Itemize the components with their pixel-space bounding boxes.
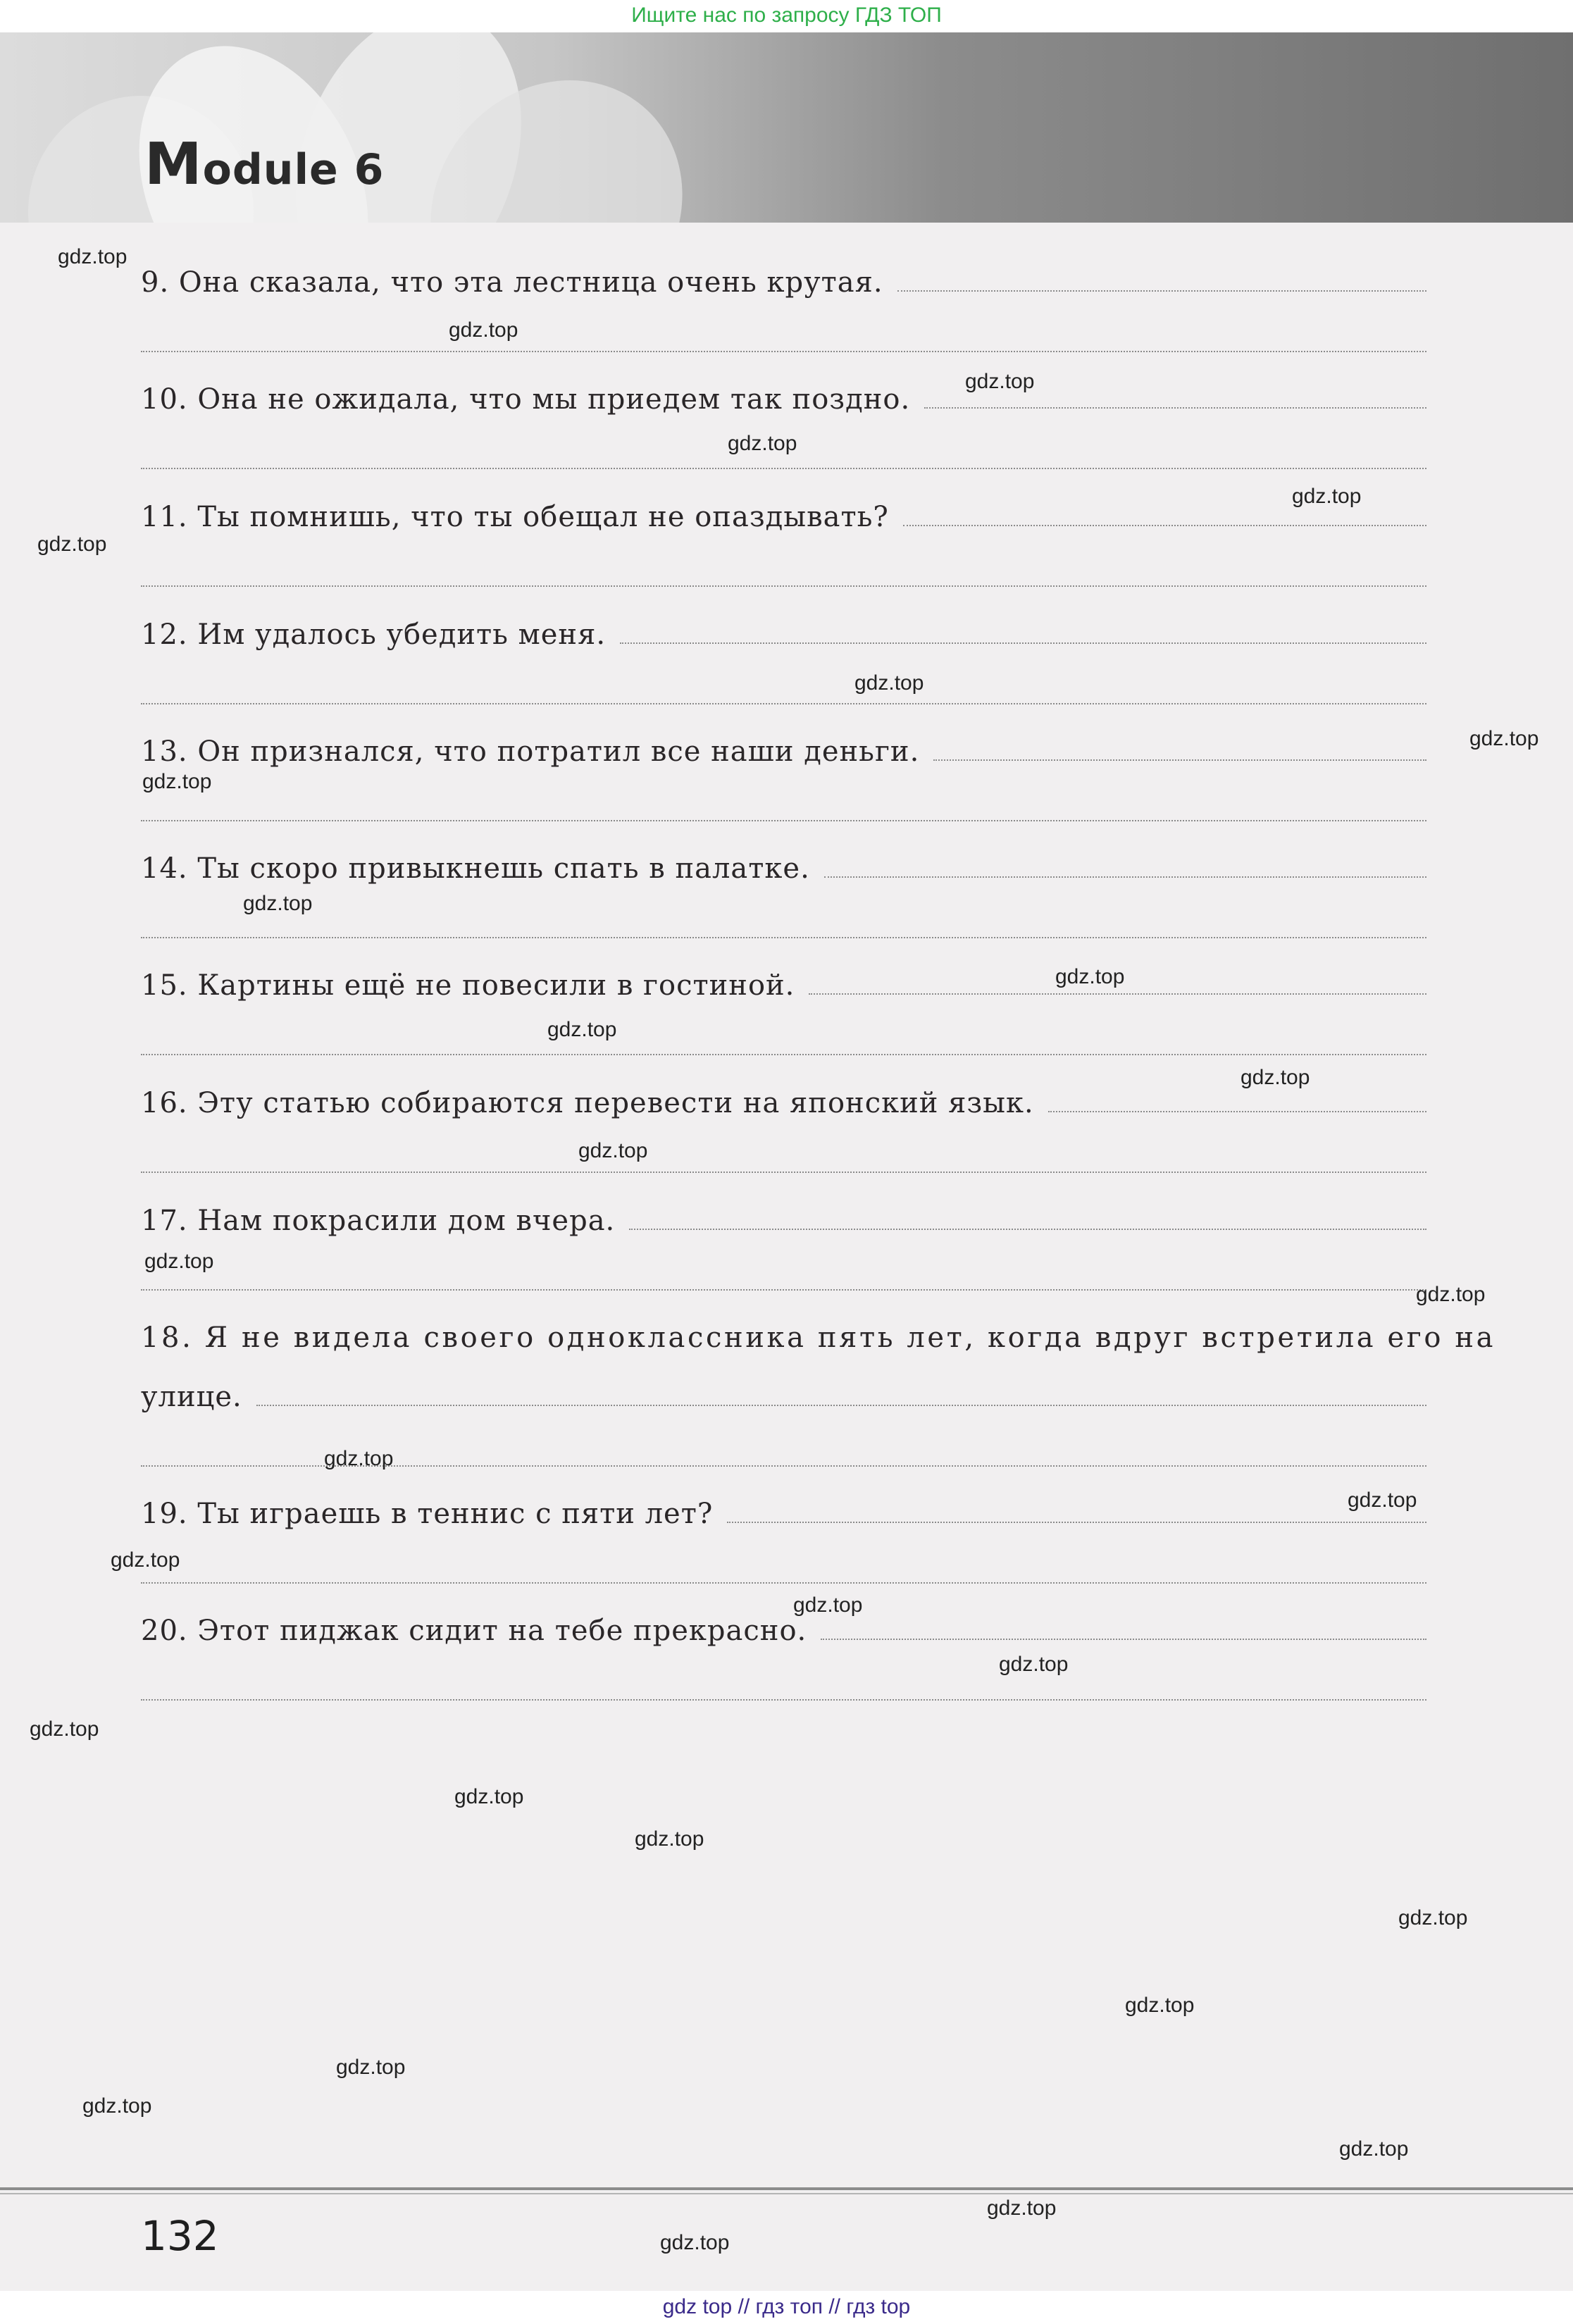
watermark: gdz.top: [1292, 485, 1362, 508]
watermark: gdz.top: [243, 892, 313, 915]
exercise-item-14: [141, 852, 1426, 888]
watermark: gdz.top: [1339, 2137, 1409, 2161]
exercise-item-9: [141, 266, 1426, 302]
answer-line[interactable]: [141, 937, 1426, 938]
answer-line[interactable]: [141, 1054, 1426, 1055]
answer-field[interactable]: [256, 1384, 1426, 1406]
watermark: gdz.top: [142, 770, 212, 793]
watermark: gdz.top: [82, 2094, 152, 2118]
module-title: Module 6: [144, 131, 385, 198]
watermark: gdz.top: [999, 1653, 1069, 1676]
watermark: gdz.top: [854, 671, 924, 695]
question-text: 9. Она сказала, что эта лестница очень крутая.: [141, 266, 883, 299]
answer-line[interactable]: [141, 585, 1426, 587]
exercise-item-12: [141, 619, 1426, 654]
watermark: gdz.top: [660, 2231, 730, 2254]
answer-field[interactable]: [821, 1617, 1426, 1640]
answer-field[interactable]: [824, 855, 1426, 878]
question-text: 15. Картины ещё не повесили в гостиной.: [141, 969, 795, 1002]
answer-line[interactable]: [141, 1699, 1426, 1701]
watermark: gdz.top: [728, 432, 797, 455]
page-number: 132: [141, 2212, 219, 2260]
watermark: gdz.top: [1241, 1066, 1310, 1089]
answer-line[interactable]: [141, 468, 1426, 469]
answer-field[interactable]: [1048, 1090, 1426, 1112]
exercise-item-17: [141, 1205, 1426, 1240]
question-text: 10. Она не ожидала, что мы приедем так поздно.: [141, 383, 911, 416]
question-text: 16. Эту статью собираются перевести на японский язык.: [141, 1087, 1034, 1119]
footer-rule: [0, 2193, 1573, 2194]
watermark: gdz.top: [324, 1447, 394, 1470]
watermark: gdz.top: [58, 245, 128, 268]
watermark: gdz.top: [1125, 1994, 1195, 2017]
watermark: gdz.top: [449, 318, 518, 342]
exercise-item-20: [141, 1615, 1426, 1650]
bottom-banner[interactable]: gdz top // гдз топ // гдз top: [0, 2291, 1573, 2324]
question-text-continued: улице.: [141, 1381, 242, 1413]
exercise-item-19: [141, 1498, 1426, 1533]
watermark: gdz.top: [965, 370, 1035, 393]
watermark: gdz.top: [578, 1139, 648, 1162]
exercise-item-16: [141, 1087, 1426, 1122]
question-text: 14. Ты скоро привыкнешь спать в палатке.: [141, 852, 810, 885]
answer-field[interactable]: [897, 269, 1426, 292]
answer-field[interactable]: [727, 1500, 1426, 1523]
answer-line[interactable]: [141, 703, 1426, 704]
answer-line[interactable]: [141, 1582, 1426, 1584]
question-text: 11. Ты помнишь, что ты обещал не опаздывать?: [141, 501, 889, 533]
answer-line[interactable]: [141, 1172, 1426, 1173]
answer-field[interactable]: [629, 1207, 1426, 1230]
watermark: gdz.top: [454, 1785, 524, 1808]
watermark: gdz.top: [1469, 727, 1539, 750]
top-banner[interactable]: Ищите нас по запросу ГДЗ ТОП: [0, 0, 1573, 32]
watermark: gdz.top: [1055, 965, 1125, 988]
watermark: gdz.top: [336, 2056, 406, 2079]
answer-line[interactable]: [141, 820, 1426, 821]
exercise-item-18: [141, 1322, 1496, 1416]
watermark: gdz.top: [30, 1717, 99, 1741]
answer-field[interactable]: [933, 738, 1426, 761]
watermark: gdz.top: [987, 2196, 1057, 2220]
question-text: 17. Нам покрасили дом вчера.: [141, 1205, 616, 1237]
watermark: gdz.top: [1398, 1906, 1468, 1930]
watermark: gdz.top: [37, 533, 107, 556]
question-text: 12. Им удалось убедить меня.: [141, 619, 607, 651]
question-text: 19. Ты играешь в теннис с пяти лет?: [141, 1498, 714, 1530]
module-header: [0, 32, 1573, 223]
question-text: 13. Он признался, что потратил все наши деньги.: [141, 735, 920, 768]
watermark: gdz.top: [1416, 1283, 1486, 1306]
watermark: gdz.top: [547, 1018, 617, 1041]
question-text: 18. Я не видела своего одноклассника пять лет, когда вдруг встретила его на: [141, 1322, 1496, 1354]
answer-line[interactable]: [141, 1289, 1426, 1291]
exercise-item-15: [141, 969, 1426, 1005]
watermark: gdz.top: [111, 1548, 180, 1572]
answer-field[interactable]: [620, 621, 1426, 644]
watermark: gdz.top: [144, 1250, 214, 1273]
exercise-item-10: [141, 383, 1426, 418]
watermark: gdz.top: [1348, 1489, 1417, 1512]
question-text: 20. Этот пиджак сидит на тебе прекрасно.: [141, 1615, 807, 1647]
watermark: gdz.top: [635, 1827, 704, 1851]
watermark: gdz.top: [793, 1593, 863, 1617]
footer-rule: [0, 2187, 1573, 2190]
exercise-item-13: [141, 735, 1426, 771]
answer-line[interactable]: [141, 351, 1426, 352]
exercise-item-11: [141, 501, 1426, 536]
